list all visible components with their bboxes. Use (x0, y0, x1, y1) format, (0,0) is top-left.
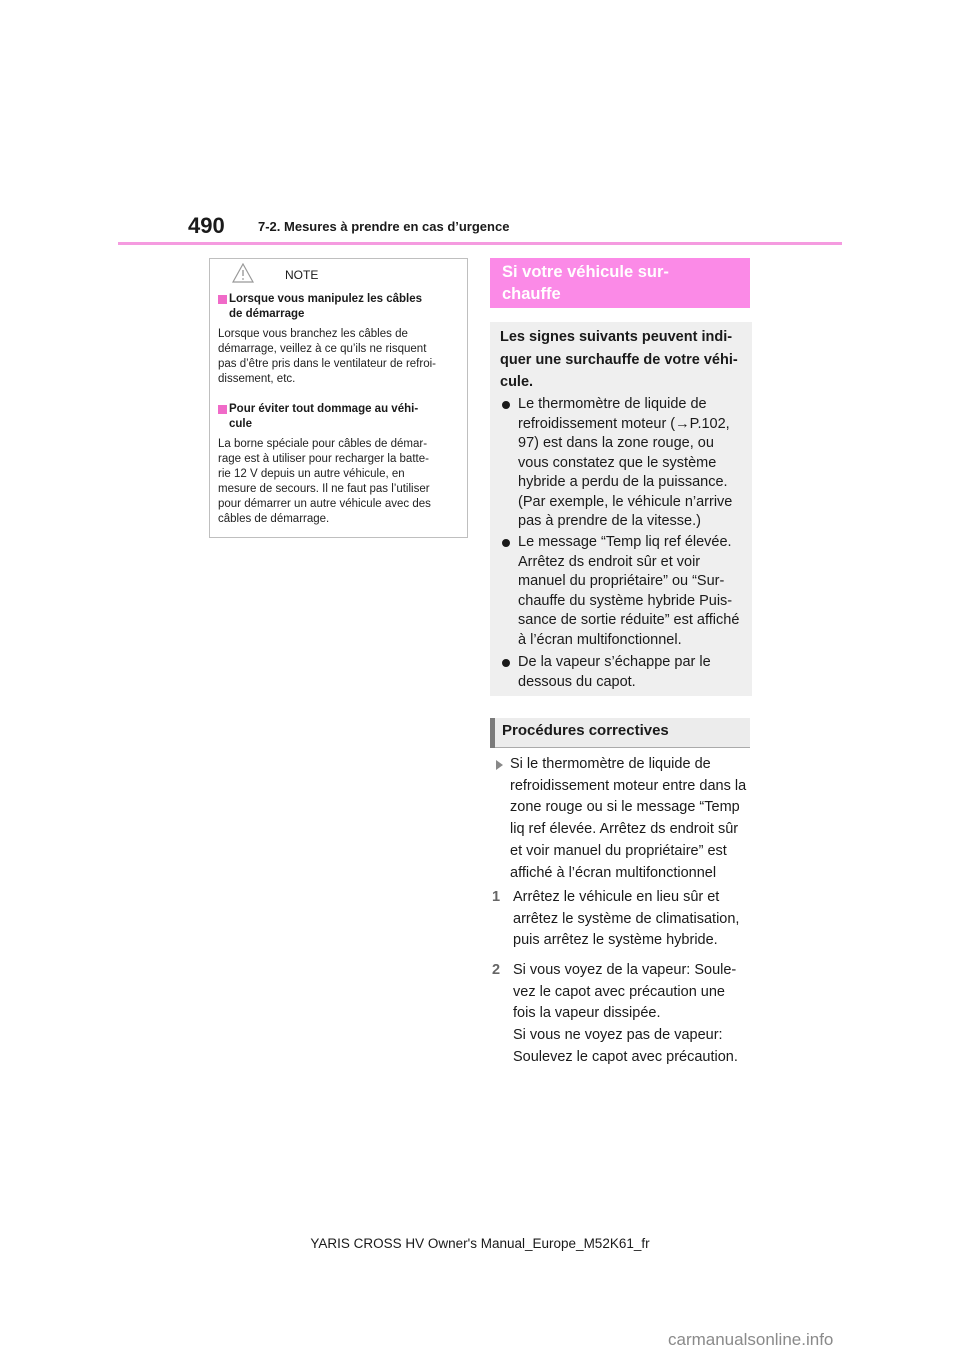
note-title-row (230, 263, 450, 287)
page-footer: YARIS CROSS HV Owner's Manual_Europe_M52K61_fr (310, 1236, 650, 1251)
note-paragraph: Lorsque vous branchez les câbles de démarrage, veillez à ce qu’ils ne risquent pas d’être pris dans le ventilateur de refroi- dissement, etc. (218, 328, 436, 385)
note-subheading: Lorsque vous manipulez les câbles de démarrage (218, 292, 458, 322)
arrow-right-icon (496, 760, 503, 770)
list-item: Le message “Temp liq ref élevée. Arrêtez ds endroit sûr et voir manuel du propriétaire” ou “Sur- chauffe du système hybride Puis- sance de sortie réduite” est affiché à l’écran multifonctionnel. (500, 533, 745, 650)
procedure-condition: Si le thermomètre de liquide de refroidissement moteur entre dans la zone rouge ou si le message “Temp liq ref élevée. Arrêtez ds endroit sûr et voir manuel du propriétaire” est affiché à l’écran multifonctionnel (492, 754, 750, 884)
step-number: 1 (492, 889, 501, 905)
pink-square-icon (218, 405, 227, 414)
procedure-step: 2 Si vous voyez de la vapeur: Soule- vez le capot avec précaution une fois la vapeur dissipée. Si vous ne voyez pas de vapeur: Soulevez le capot avec précaution. (492, 962, 738, 1065)
bullet-icon (502, 401, 510, 409)
procedures-heading (490, 718, 750, 748)
page-number: 490 (188, 213, 225, 238)
warning-triangle-icon (232, 263, 254, 283)
procedures-title: Procédures correctives (502, 722, 669, 739)
pink-square-icon (218, 295, 227, 304)
overheat-signs-box (490, 322, 752, 696)
procedure-step: 1 Arrêtez le véhicule en lieu sûr et arrêtez le système de climatisation, puis arrêtez le système hybride. (492, 889, 740, 949)
note-subheading: Pour éviter tout dommage au véhi- cule (218, 402, 458, 432)
note-box (209, 258, 468, 538)
watermark: carmanualsonline.info (668, 1330, 834, 1349)
note-paragraph: La borne spéciale pour câbles de démar- rage est à utiliser pour recharger la batte- rie 12 V depuis un autre véhicule, en mesure de secours. Il ne faut pas l’utiliser pour démarrer un autre véhicule avec des câbles de démarrage. (218, 438, 431, 525)
overheat-title: Si votre véhicule sur- chauffe (490, 258, 750, 308)
note-title: NOTE (285, 268, 319, 282)
section-heading: 7-2. Mesures à prendre en cas d’urgence (258, 219, 510, 234)
bullet-icon (502, 659, 510, 667)
header-divider (118, 242, 842, 245)
step-number: 2 (492, 962, 501, 978)
bullet-icon (502, 539, 510, 547)
list-item: De la vapeur s’échappe par le dessous du capot. (500, 653, 745, 692)
heading-bar (490, 718, 495, 748)
overheat-intro: Les signes suivants peuvent indi- quer une surchauffe de votre véhi- cule. (500, 329, 738, 390)
list-item: Le thermomètre de liquide de refroidissement moteur (→P.102, 97) est dans la zone rouge, ou vous constatez que le système hybride a perdu de la puissance. (Par exemple, le véhicule n’arrive pas à prendre de la vitesse.) (500, 395, 745, 532)
